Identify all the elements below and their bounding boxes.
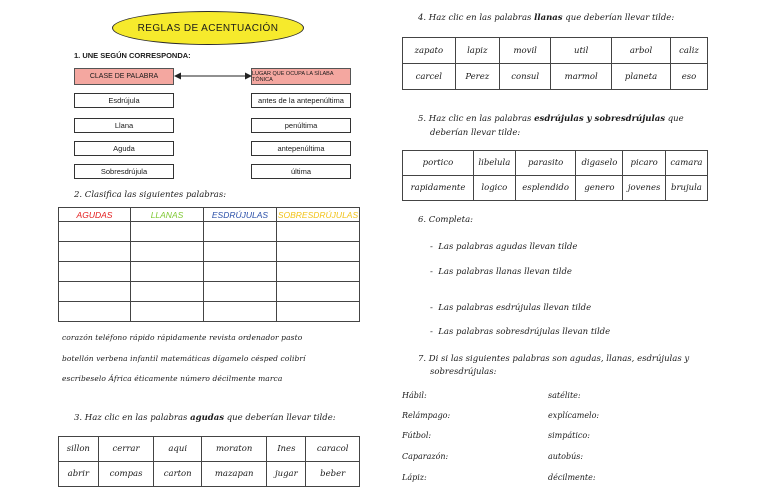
word-cell[interactable]: arbol	[612, 38, 671, 64]
word-cell[interactable]: rapidamente	[403, 176, 474, 201]
word-cell[interactable]: planeta	[612, 64, 671, 90]
word-line-2[interactable]: botellón verbena infantil matemáticas dígamelo césped colibrí	[62, 354, 306, 363]
section6-heading: 6. Completa:	[418, 215, 474, 225]
drop-cell[interactable]	[204, 302, 277, 322]
section7-heading: 7. Di si las siguientes palabras son agudas, llanas, esdrújulas y	[418, 354, 690, 364]
drop-cell[interactable]	[277, 242, 360, 262]
q7-right-4[interactable]: autobús:	[548, 452, 584, 461]
word-cell[interactable]: carcel	[403, 64, 456, 90]
col-esdrujulas: ESDRÚJULAS	[204, 208, 277, 222]
left-item-llana[interactable]: Llana	[74, 118, 174, 133]
table-row	[59, 222, 360, 242]
q7-left-2[interactable]: Relámpago:	[402, 411, 451, 420]
word-cell[interactable]: caracol	[306, 437, 360, 462]
section7-heading-line2: sobresdrújulas:	[430, 367, 497, 377]
q7-right-5[interactable]: décilmente:	[548, 473, 596, 482]
word-cell[interactable]: Ines	[267, 437, 306, 462]
word-cell[interactable]: sillon	[59, 437, 99, 462]
double-arrow-icon	[174, 70, 252, 82]
drop-cell[interactable]	[277, 262, 360, 282]
word-cell[interactable]: camara	[665, 151, 707, 176]
word-cell[interactable]: beber	[306, 462, 360, 487]
drop-cell[interactable]	[59, 222, 131, 242]
complete-item-sobresdrujulas[interactable]: - Las palabras sobresdrújulas llevan tilde	[430, 327, 611, 337]
q7-left-3[interactable]: Fútbol:	[402, 431, 432, 440]
drop-cell[interactable]	[277, 222, 360, 242]
q7-left-4[interactable]: Caparazón:	[402, 452, 449, 461]
complete-item-agudas[interactable]: - Las palabras agudas llevan tilde	[430, 242, 578, 252]
word-cell[interactable]: esplendido	[515, 176, 576, 201]
word-cell[interactable]: consul	[499, 64, 550, 90]
drop-cell[interactable]	[204, 262, 277, 282]
right-item-antepenultima[interactable]: antepenúltima	[251, 141, 351, 156]
word-cell[interactable]: moraton	[202, 437, 267, 462]
left-item-sobresdrujula[interactable]: Sobresdrújula	[74, 164, 174, 179]
right-header-box: LUGAR QUE OCUPA LA SÍLABA TÓNICA	[251, 68, 351, 85]
drop-cell[interactable]	[277, 282, 360, 302]
word-cell[interactable]: logico	[473, 176, 515, 201]
word-cell[interactable]: aqui	[154, 437, 202, 462]
word-cell[interactable]: Perez	[455, 64, 499, 90]
q7-right-1[interactable]: satélite:	[548, 391, 581, 400]
word-cell[interactable]: mazapan	[202, 462, 267, 487]
q7-right-3[interactable]: simpático:	[548, 431, 590, 440]
section5-heading-line2: deberían llevar tilde:	[430, 128, 521, 138]
drop-cell[interactable]	[131, 262, 204, 282]
word-cell[interactable]: parasito	[515, 151, 576, 176]
complete-item-esdrujulas[interactable]: - Las palabras esdrújulas llevan tilde	[430, 303, 592, 313]
word-cell[interactable]: lapiz	[455, 38, 499, 64]
q7-left-5[interactable]: Lápiz:	[402, 473, 427, 482]
esdrujulas-table	[402, 150, 708, 201]
col-agudas: AGUDAS	[59, 208, 131, 222]
section5-heading: 5. Haz clic en las palabras esdrújulas y sobresdrújulas que	[418, 114, 684, 124]
word-cell[interactable]: libelula	[473, 151, 515, 176]
right-item-antes-antepenultima[interactable]: antes de la antepenúltima	[251, 93, 351, 108]
word-cell[interactable]: zapato	[403, 38, 456, 64]
drop-cell[interactable]	[131, 222, 204, 242]
word-cell[interactable]: eso	[671, 64, 708, 90]
drop-cell[interactable]	[277, 302, 360, 322]
drop-cell[interactable]	[59, 262, 131, 282]
col-llanas: LLANAS	[131, 208, 204, 222]
table-row	[59, 282, 360, 302]
agudas-table	[58, 436, 360, 487]
page-title: REGLAS DE ACENTUACIÓN	[112, 11, 304, 45]
drop-cell[interactable]	[131, 282, 204, 302]
section2-heading: 2. Clasifica las siguientes palabras:	[74, 190, 227, 200]
drop-cell[interactable]	[204, 222, 277, 242]
word-cell[interactable]: genero	[576, 176, 623, 201]
q7-left-1[interactable]: Hábil:	[402, 391, 427, 400]
llanas-table	[402, 37, 708, 90]
section3-heading: 3. Haz clic en las palabras agudas que deberían llevar tilde:	[74, 413, 336, 423]
right-item-ultima[interactable]: última	[251, 164, 351, 179]
word-cell[interactable]: util	[551, 38, 612, 64]
drop-cell[interactable]	[131, 302, 204, 322]
left-item-esdrujula[interactable]: Esdrújula	[74, 93, 174, 108]
drop-cell[interactable]	[131, 242, 204, 262]
word-cell[interactable]: compas	[98, 462, 154, 487]
table-row	[59, 242, 360, 262]
classify-table	[58, 207, 360, 322]
word-cell[interactable]: jovenes	[623, 176, 666, 201]
col-sobresdrujulas: SOBRESDRÚJULAS	[277, 209, 359, 220]
left-item-aguda[interactable]: Aguda	[74, 141, 174, 156]
section1-heading: 1. UNE SEGÚN CORRESPONDA:	[74, 51, 191, 60]
complete-item-llanas[interactable]: - Las palabras llanas llevan tilde	[430, 267, 572, 277]
left-header-box: CLASE DE PALABRA	[74, 68, 174, 85]
word-cell[interactable]: portico	[403, 151, 474, 176]
section4-heading: 4. Haz clic en las palabras llanas que deberían llevar tilde:	[418, 13, 675, 23]
drop-cell[interactable]	[204, 282, 277, 302]
drop-cell[interactable]	[59, 242, 131, 262]
word-cell[interactable]: jugar	[267, 462, 306, 487]
word-cell[interactable]: movil	[499, 38, 550, 64]
word-line-1[interactable]: corazón teléfono rápido rápidamente revista ordenador pasto	[62, 333, 303, 342]
word-cell[interactable]: digaselo	[576, 151, 623, 176]
drop-cell[interactable]	[204, 242, 277, 262]
word-line-3[interactable]: escribeselo África éticamente número décilmente marca	[62, 374, 283, 383]
drop-cell[interactable]	[59, 302, 131, 322]
word-cell[interactable]: picaro	[623, 151, 666, 176]
table-row	[59, 302, 360, 322]
word-cell[interactable]: abrir	[59, 462, 99, 487]
word-cell[interactable]: marmol	[551, 64, 612, 90]
q7-right-2[interactable]: explícamelo:	[548, 411, 600, 420]
table-row	[59, 262, 360, 282]
word-cell[interactable]: carton	[154, 462, 202, 487]
word-cell[interactable]: caliz	[671, 38, 708, 64]
right-item-penultima[interactable]: penúltima	[251, 118, 351, 133]
word-cell[interactable]: brujula	[665, 176, 707, 201]
word-cell[interactable]: cerrar	[98, 437, 154, 462]
drop-cell[interactable]	[59, 282, 131, 302]
